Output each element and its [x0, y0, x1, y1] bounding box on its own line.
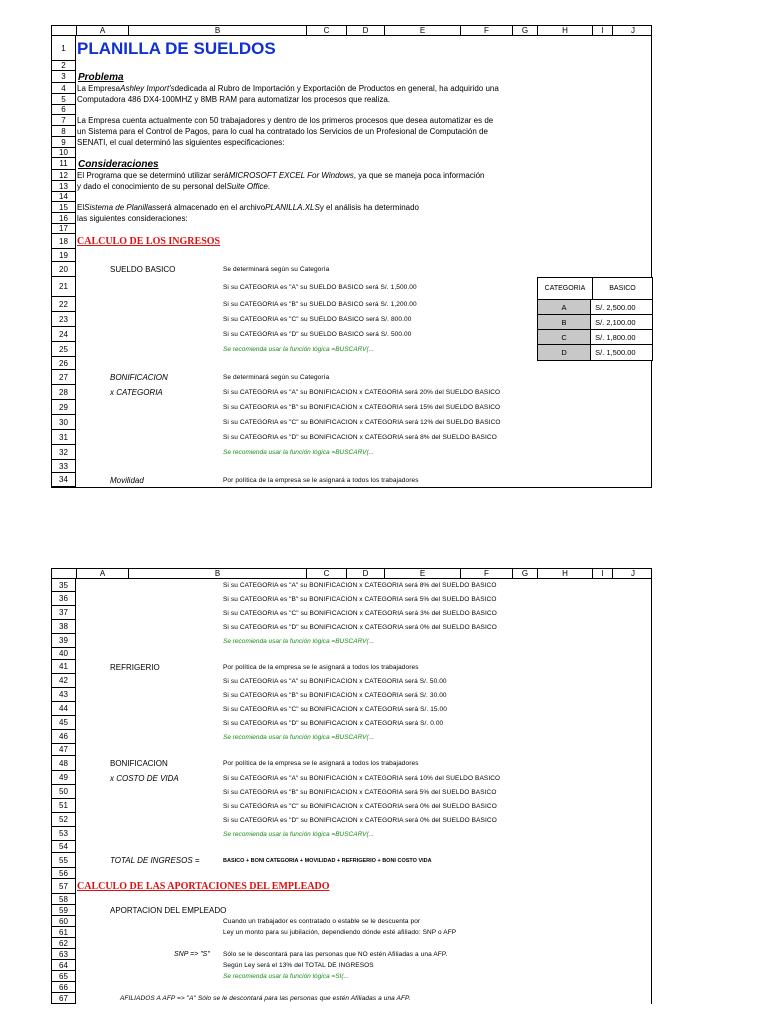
refrigerio-line: Si su CATEGORIA es "D" su BONIFICACION x CATEGORIA será S/. 0.00: [223, 719, 444, 727]
aportacion-hint: Se recomienda usar la función lógica =SI(...: [223, 973, 349, 980]
movilidad-label: Movilidad: [110, 475, 144, 485]
row-number[interactable]: 35: [52, 579, 76, 592]
row-number[interactable]: 38: [52, 620, 76, 634]
row-number[interactable]: 30: [52, 415, 76, 430]
text-fragment: dedicada al Rubro de Importación y Exportación de Productos en general, ha adquirido una: [174, 84, 499, 93]
bonif-cat-line: Si su CATEGORIA es "B" su BONIFICACION x CATEGORIA será 15% del SUELDO BASICO: [223, 404, 501, 411]
row-number[interactable]: 23: [52, 312, 76, 327]
refrigerio-line: Si su CATEGORIA es "B" su BONIFICACION x CATEGORIA será S/. 30.00: [223, 691, 447, 699]
row-number[interactable]: 20: [52, 262, 76, 277]
movilidad-line: Si su CATEGORIA es "C" su BONIFICACION x CATEGORIA será 3% del SUELDO BASICO: [223, 609, 497, 617]
system-name: Sistema de Planillas: [84, 203, 157, 212]
bonif-cat-label-2: x CATEGORIA: [110, 388, 163, 397]
row-number[interactable]: 11: [52, 158, 76, 170]
row-number[interactable]: 63: [52, 949, 76, 960]
lookup-cat: D: [538, 345, 591, 360]
row-number[interactable]: 32: [52, 445, 76, 460]
text-fragment: La Empresa: [77, 84, 121, 93]
consideraciones-line-13: [77, 181, 270, 192]
row-number[interactable]: 21: [52, 277, 76, 297]
row-number[interactable]: 62: [52, 938, 76, 949]
row-number[interactable]: 40: [52, 648, 76, 660]
sueldo-line: Si su CATEGORIA es "B" su SUELDO BASICO será S/. 1,200.00: [223, 301, 417, 308]
column-header-row: [51, 568, 652, 579]
row-number[interactable]: 47: [52, 744, 76, 756]
row-number[interactable]: 67: [52, 993, 76, 1004]
row-number[interactable]: 37: [52, 606, 76, 620]
file-name: PLANILLA.XLS: [265, 203, 320, 212]
row-number[interactable]: 4: [52, 83, 76, 94]
column-header-f[interactable]: F: [460, 569, 512, 578]
row-number[interactable]: 2: [52, 61, 76, 71]
row-number[interactable]: 15: [52, 202, 76, 213]
refrigerio-line: Si su CATEGORIA es "A" su BONIFICACION x CATEGORIA será S/. 50.00: [223, 677, 447, 685]
row-number[interactable]: 27: [52, 370, 76, 385]
problema-line-4: [77, 83, 499, 94]
row-number[interactable]: 5: [52, 94, 76, 105]
row-number[interactable]: 24: [52, 327, 76, 342]
bonif-cat-line: Si su CATEGORIA es "A" su BONIFICACION x CATEGORIA será 20% del SUELDO BASICO: [223, 389, 501, 396]
row-number[interactable]: 31: [52, 430, 76, 445]
bonif-costo-intro: Por política de la empresa se le asignará a todos los trabajadores: [223, 760, 419, 767]
row-number[interactable]: 13: [52, 181, 76, 192]
ingresos-heading: CALCULO DE LOS INGRESOS: [77, 236, 221, 247]
text-fragment: El: [77, 203, 85, 212]
row-number[interactable]: 55: [52, 853, 76, 868]
text-fragment: será almacenado en el archivo: [156, 203, 266, 212]
row-number[interactable]: 14: [52, 192, 76, 202]
lookup-header-categoria: CATEGORIA: [538, 278, 593, 299]
row-number[interactable]: 57: [52, 879, 76, 894]
sueldo-basico-intro: Se determinará según su Categoría: [223, 266, 330, 273]
row-number[interactable]: 29: [52, 400, 76, 415]
row-number[interactable]: 8: [52, 126, 76, 137]
movilidad-line: Si su CATEGORIA es "B" su BONIFICACION x CATEGORIA será 5% del SUELDO BASICO: [223, 595, 497, 603]
refrigerio-hint: Se recomienda usar la función lógica =BUSCARV(...: [223, 733, 375, 741]
column-header-h[interactable]: H: [537, 569, 592, 578]
row-number[interactable]: 6: [52, 105, 76, 115]
row-number[interactable]: 36: [52, 592, 76, 606]
problema-line-8: un Sistema para el Control de Pagos, para lo cual ha contratado los Servicios de un Profesional de Computación de: [77, 127, 488, 136]
column-header-b[interactable]: B: [128, 26, 306, 35]
bonif-cat-line: Si su CATEGORIA es "D" su BONIFICACION x CATEGORIA será 8% del SUELDO BASICO: [223, 434, 497, 441]
row-number[interactable]: 56: [52, 868, 76, 879]
row-number[interactable]: 41: [52, 660, 76, 674]
row-number[interactable]: 10: [52, 148, 76, 158]
row-number[interactable]: 54: [52, 841, 76, 853]
aportaciones-heading: CALCULO DE LAS APORTACIONES DEL EMPLEADO: [77, 881, 330, 892]
bonif-costo-line: Si su CATEGORIA es "D" su BONIFICACION x CATEGORIA será 0% del SUELDO BASICO: [223, 816, 497, 824]
bonif-costo-hint: Se recomienda usar la función lógica =BUSCARV(...: [223, 830, 375, 838]
lookup-val: S/. 2,100.00: [591, 315, 652, 329]
consideraciones-line-12: [77, 170, 485, 181]
refrigerio-line: Si su CATEGORIA es "C" su BONIFICACION x CATEGORIA será S/. 15.00: [223, 705, 447, 713]
suite-name: Suite Office: [226, 182, 268, 191]
aportacion-line-64: Según Ley será el 13% del TOTAL DE INGRESOS: [223, 962, 374, 969]
row-number[interactable]: 34: [52, 473, 76, 487]
column-header-f[interactable]: F: [460, 26, 512, 35]
bonif-cat-intro: Se determinará según su Categoría: [223, 374, 330, 381]
row-number[interactable]: 26: [52, 357, 76, 370]
column-header-e[interactable]: E: [384, 569, 460, 578]
row-number[interactable]: 22: [52, 297, 76, 312]
total-ingresos-label: TOTAL DE INGRESOS =: [110, 856, 200, 865]
column-header-j[interactable]: J: [612, 26, 653, 35]
aportacion-line-60: Cuando un trabajador es contratado o estable se le descuenta por: [223, 918, 421, 925]
row-number[interactable]: 1: [52, 36, 76, 61]
afp-line: AFILIADOS A AFP => "A" Sólo se le descontará para las personas que estén Afiliadas a una AFP.: [120, 995, 411, 1002]
bonif-costo-label-2: x COSTO DE VIDA: [110, 773, 179, 783]
row-number[interactable]: 64: [52, 960, 76, 971]
row-number[interactable]: 52: [52, 813, 76, 827]
lookup-header-basico: BASICO: [593, 278, 652, 299]
row-number[interactable]: 18: [52, 234, 76, 249]
snp-text: Sólo se le descontará para las personas que NO estén Afiliadas a una AFP.: [223, 951, 448, 958]
problema-line-7: La Empresa cuenta actualmente con 50 trabajadores y dentro de los primeros procesos que desea automatizar es de: [77, 116, 494, 125]
lookup-cat: C: [538, 330, 591, 344]
lookup-val: S/. 2,500.00: [591, 300, 652, 314]
movilidad-line: Si su CATEGORIA es "D" su BONIFICACION x CATEGORIA será 0% del SUELDO BASICO: [223, 623, 497, 631]
row-number[interactable]: 46: [52, 730, 76, 744]
column-header-e[interactable]: E: [384, 26, 460, 35]
row-number[interactable]: 59: [52, 905, 76, 916]
row-number[interactable]: 49: [52, 771, 76, 785]
text-fragment: y el análisis ha determinado: [319, 203, 419, 212]
lookup-cat: B: [538, 315, 591, 329]
column-header-row: [51, 25, 652, 36]
text-fragment: y dado el conocimiento de su personal del: [77, 182, 227, 191]
column-header-g[interactable]: G: [512, 26, 537, 35]
text-fragment: El Programa que se determinó utilizar será: [77, 171, 229, 180]
row-number[interactable]: 50: [52, 785, 76, 799]
software-name: MICROSOFT EXCEL For Windows: [228, 171, 354, 180]
row-number[interactable]: 19: [52, 249, 76, 262]
rows-block-1: [51, 36, 652, 488]
row-number[interactable]: 25: [52, 342, 76, 357]
row-number[interactable]: 39: [52, 634, 76, 648]
aportacion-label: APORTACION DEL EMPLEADO: [110, 906, 227, 915]
refrigerio-intro: Por política de la empresa se le asignará a todos los trabajadores: [223, 663, 419, 671]
column-header-c[interactable]: C: [306, 26, 346, 35]
row-number[interactable]: 51: [52, 799, 76, 813]
problema-heading: Problema: [78, 71, 124, 83]
column-header-d[interactable]: D: [346, 569, 384, 578]
row-number[interactable]: 60: [52, 916, 76, 927]
column-header-h[interactable]: H: [537, 26, 592, 35]
row-number[interactable]: 53: [52, 827, 76, 841]
text-fragment: , ya que se maneja poca información: [353, 171, 485, 180]
row-number[interactable]: 48: [52, 756, 76, 771]
sueldo-line: Si su CATEGORIA es "C" su SUELDO BASICO será S/. 800.00: [223, 316, 412, 323]
column-header-a[interactable]: A: [76, 569, 128, 578]
sueldo-hint: Se recomienda usar la función lógica =BUSCARV(...: [223, 346, 375, 353]
consideraciones-line-15: [77, 202, 419, 213]
sueldo-line: Si su CATEGORIA es "A" su SUELDO BASICO será S/. 1,500.00: [223, 283, 417, 291]
column-header-g[interactable]: G: [512, 569, 537, 578]
rows-block-2: [51, 579, 652, 1004]
row-number[interactable]: 61: [52, 927, 76, 938]
refrigerio-label: REFRIGERIO: [110, 662, 160, 672]
aportacion-line-61: Ley un monto para su jubilación, dependiendo dónde esté afiliado: SNP o AFP: [223, 929, 457, 936]
movilidad-line: Si su CATEGORIA es "A" su BONIFICACION x CATEGORIA será 8% del SUELDO BASICO: [223, 582, 497, 589]
lookup-val: S/. 1,500.00: [591, 345, 652, 360]
row-number[interactable]: 16: [52, 213, 76, 224]
sueldo-line: Si su CATEGORIA es "D" su SUELDO BASICO será S/. 500.00: [223, 331, 412, 338]
bonif-costo-line: Si su CATEGORIA es "B" su BONIFICACION x CATEGORIA será 5% del SUELDO BASICO: [223, 788, 497, 796]
row-number[interactable]: 43: [52, 688, 76, 702]
snp-label: SNP => "S": [174, 951, 210, 958]
column-header-i[interactable]: I: [592, 569, 612, 578]
row-number[interactable]: 7: [52, 115, 76, 126]
row-number[interactable]: 17: [52, 224, 76, 234]
row-number[interactable]: 3: [52, 71, 76, 83]
bonif-costo-line: Si su CATEGORIA es "A" su BONIFICACION x CATEGORIA será 10% del SUELDO BASICO: [223, 774, 501, 782]
sueldo-basico-label: SUELDO BASICO: [110, 265, 176, 274]
page-title: PLANILLA DE SUELDOS: [77, 38, 276, 58]
row-number[interactable]: 66: [52, 982, 76, 993]
total-ingresos-formula: BASICO + BONI CATEGORIA + MOVILIDAD + REFRIGERIO + BONI COSTO VIDA: [223, 857, 432, 864]
column-header-b[interactable]: B: [128, 569, 306, 578]
column-header-d[interactable]: D: [346, 26, 384, 35]
problema-line-9: SENATI, el cual determinó las siguientes especificaciones:: [77, 138, 285, 147]
lookup-cat: A: [538, 300, 591, 314]
row-number[interactable]: 58: [52, 894, 76, 905]
company-name: Ashley Import's: [120, 84, 175, 93]
consideraciones-line-16: las siguientes consideraciones:: [77, 214, 188, 223]
row-number[interactable]: 65: [52, 971, 76, 982]
movilidad-intro: Por política de la empresa se le asignará a todos los trabajadores: [223, 476, 419, 484]
bonif-costo-line: Si su CATEGORIA es "C" su BONIFICACION x CATEGORIA será 0% del SUELDO BASICO: [223, 802, 497, 810]
bonif-cat-line: Si su CATEGORIA es "C" su BONIFICACION x CATEGORIA será 12% del SUELDO BASICO: [223, 419, 501, 426]
row-number[interactable]: 9: [52, 137, 76, 148]
movilidad-hint: Se recomienda usar la función lógica =BUSCARV(...: [223, 637, 375, 645]
lookup-val: S/. 1,800.00: [591, 330, 652, 344]
column-header-j[interactable]: J: [612, 569, 653, 578]
consideraciones-heading: Consideraciones: [78, 158, 159, 170]
column-header-i[interactable]: I: [592, 26, 612, 35]
row-number[interactable]: 28: [52, 385, 76, 400]
row-number[interactable]: 12: [52, 170, 76, 181]
bonif-costo-label-1: BONIFICACION: [110, 759, 168, 768]
row-number[interactable]: 44: [52, 702, 76, 716]
row-number[interactable]: 33: [52, 460, 76, 473]
bonif-cat-hint: Se recomienda usar la función lógica =BUSCARV(...: [223, 449, 375, 456]
column-header-a[interactable]: A: [76, 26, 128, 35]
bonif-cat-label-1: BONIFICACION: [110, 373, 168, 382]
row-number[interactable]: 45: [52, 716, 76, 730]
column-header-c[interactable]: C: [306, 569, 346, 578]
problema-line-5: Computadora 486 DX4-100MHZ y 8MB RAM para automatizar los procesos que realiza.: [77, 95, 391, 104]
row-number[interactable]: 42: [52, 674, 76, 688]
text-fragment: .: [267, 182, 271, 191]
